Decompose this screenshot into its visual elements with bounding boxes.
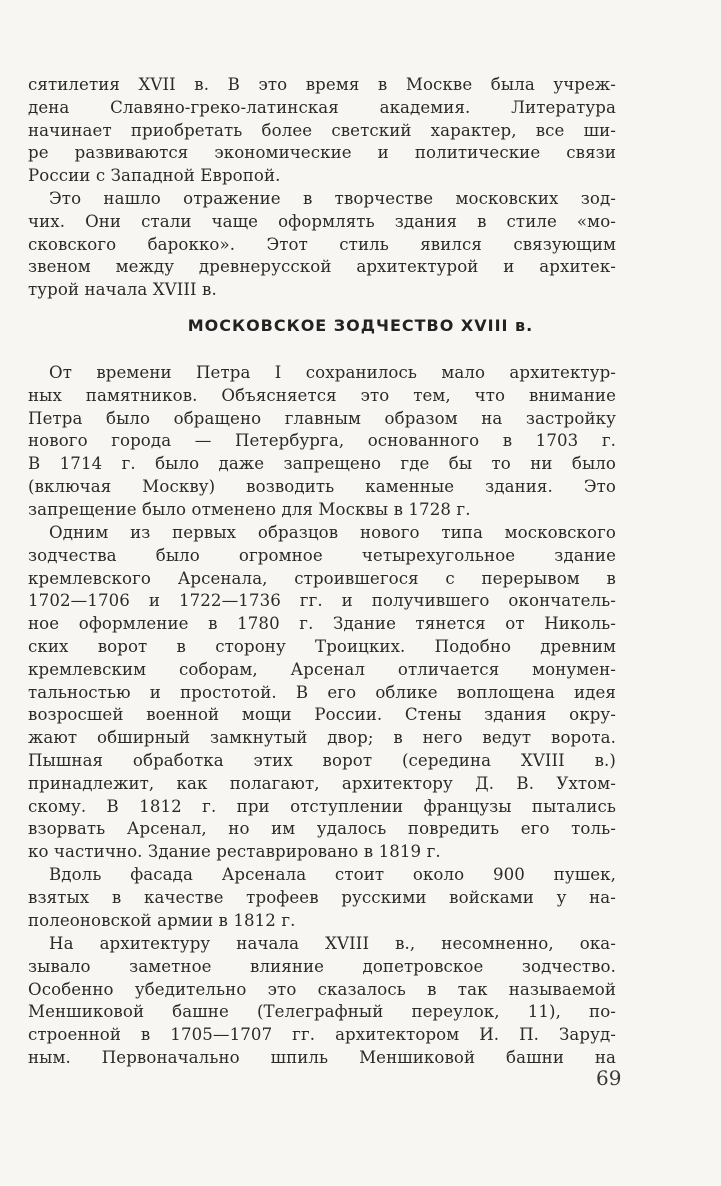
text-line: взорвать Арсенал, но им удалось повредить его толь- bbox=[28, 819, 616, 839]
text-line: ных памятников. Объясняется это тем, что внимание bbox=[28, 385, 616, 405]
text-line: зодчества было огромное четырехугольное здание bbox=[28, 545, 616, 565]
text-line: кремлевским соборам, Арсенал отличается монумен- bbox=[28, 659, 616, 679]
text-line: кремлевского Арсенала, строившегося с перерывом в bbox=[28, 568, 616, 588]
text-line: звеном между древнерусской архитектурой и архитек- bbox=[28, 257, 616, 277]
text-line: зывало заметное влияние допетровское зодчество. bbox=[28, 956, 616, 976]
text-line: ко частично. Здание реставрировано в 1819 г. bbox=[28, 842, 441, 862]
text-line: возросшей военной мощи России. Стены здания окру- bbox=[28, 705, 616, 725]
page-number: 69 bbox=[596, 1066, 622, 1090]
text-line: В 1714 г. было даже запрещено где бы то ни было bbox=[28, 454, 616, 474]
text-line: принадлежит, как полагают, архитектору Д. В. Ухтом- bbox=[28, 773, 616, 793]
text-line: Вдоль фасада Арсенала стоит около 900 пушек, bbox=[49, 865, 616, 884]
text-line: сковского барокко». Этот стиль явился связующим bbox=[28, 234, 616, 254]
text-line: строенной в 1705—1707 гг. архитектором И. П. Заруд- bbox=[28, 1025, 616, 1045]
paragraph-menshikov-tower bbox=[28, 933, 616, 1070]
text-line: нового города — Петербурга, основанного в 1703 г. bbox=[28, 431, 616, 451]
paragraph-arsenal bbox=[28, 522, 616, 864]
text-line: запрещение было отменено для Москвы в 1728 г. bbox=[28, 499, 471, 519]
text-line: 1702—1706 и 1722—1736 гг. и получившего окончатель- bbox=[28, 591, 616, 611]
text-line: взятых в качестве трофеев русскими войсками у на- bbox=[28, 887, 616, 907]
text-line: ре развиваются экономические и политические связи bbox=[28, 143, 616, 163]
text-line: (включая Москву) возводить каменные здания. Это bbox=[28, 476, 616, 496]
section-heading: МОСКОВСКОЕ ЗОДЧЕСТВО XVIII в. bbox=[187, 316, 534, 335]
text-line: сятилетия XVII в. В это время в Москве была учреж- bbox=[28, 75, 616, 94]
text-line: тальностью и простотой. В его облике воплощена идея bbox=[28, 682, 616, 702]
text-line: Одним из первых образцов нового типа московского bbox=[49, 523, 616, 542]
paragraph-continuation bbox=[28, 74, 616, 188]
paragraph-cannons bbox=[28, 864, 616, 932]
text-line: Петра было обращено главным образом на застройку bbox=[28, 408, 616, 428]
text-line: полеоновской армии в 1812 г. bbox=[28, 910, 296, 930]
text-line: От времени Петра I сохранилось мало архитектур- bbox=[49, 363, 616, 382]
text-line: Пышная обработка этих ворот (середина XVIII в.) bbox=[28, 750, 616, 770]
paragraph-peter bbox=[28, 362, 616, 522]
text-line: ное оформление в 1780 г. Здание тянется от Николь- bbox=[28, 614, 616, 634]
text-line: России с Западной Европой. bbox=[28, 166, 281, 186]
text-line: На архитектуру начала XVIII в., несомненно, ока- bbox=[49, 934, 616, 953]
text-line: турой начала XVIII в. bbox=[28, 280, 217, 300]
text-line: жают обширный замкнутый двор; в него ведут ворота. bbox=[28, 728, 616, 748]
paragraph-baroque bbox=[28, 188, 616, 302]
text-line: дена Славяно-греко-латинская академия. Литература bbox=[28, 97, 616, 117]
text-line: чих. Они стали чаще оформлять здания в стиле «мо- bbox=[28, 211, 616, 231]
text-line: начинает приобретать более светский характер, все ши- bbox=[28, 120, 616, 140]
text-line: ным. Первоначально шпиль Меншиковой башни на bbox=[28, 1047, 616, 1067]
text-line: Особенно убедительно это сказалось в так называемой bbox=[28, 979, 616, 999]
text-line: Меншиковой башне (Телеграфный переулок, 11), по- bbox=[28, 1002, 616, 1022]
text-line: скому. В 1812 г. при отступлении французы пытались bbox=[28, 796, 616, 816]
text-line: ских ворот в сторону Троицких. Подобно древним bbox=[28, 636, 616, 656]
text-line: Это нашло отражение в творчестве московских зод- bbox=[49, 189, 616, 208]
